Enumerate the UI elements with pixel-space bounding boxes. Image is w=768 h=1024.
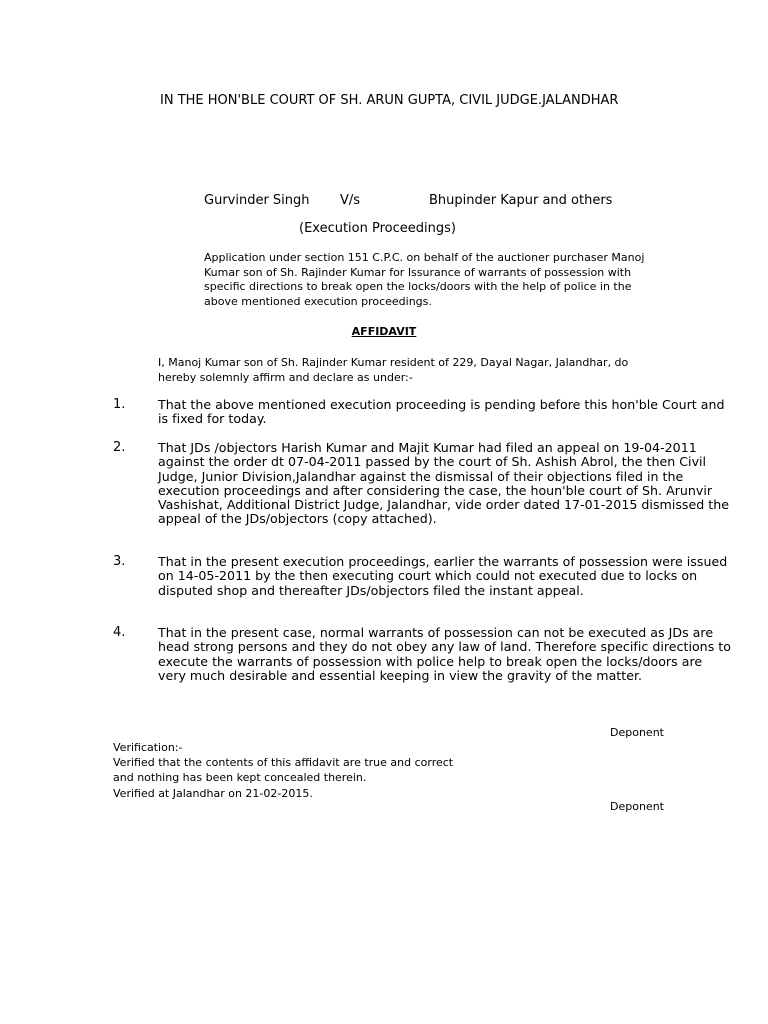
deponent-label: Deponent [610, 726, 664, 739]
paragraph-number: 3. [113, 554, 126, 569]
paragraph-number: 2. [113, 440, 126, 455]
versus-label: V/s [340, 193, 361, 208]
paragraph-text: That in the present execution proceedings, earlier the warrants of possession were issued on 14-05-2011 by the then executing court which could not executed due to locks on disputed shop and thereafter JDs/objectors filed the instant appeal. [158, 554, 728, 598]
paragraph-text: That the above mentioned execution proceeding is pending before this hon'ble Court and is fixed for today. [158, 397, 725, 427]
affidavit-intro: I, Manoj Kumar son of Sh. Rajinder Kumar resident of 229, Dayal Nagar, Jalandhar, do hereby solemnly affirm and declare as under:- [158, 356, 629, 384]
respondent-name: Bhupinder Kapur and others [429, 193, 613, 208]
verification-heading: Verification:- [113, 741, 183, 754]
paragraph-number: 4. [113, 625, 126, 640]
verification-line: and nothing has been kept concealed therein. [113, 771, 367, 785]
proceedings-type: (Execution Proceedings) [299, 221, 456, 236]
petitioner-name: Gurvinder Singh [204, 193, 310, 208]
paragraph-number: 1. [113, 397, 126, 412]
paragraph-text: That in the present case, normal warrants of possession can not be executed as JDs are head strong persons and they do not obey any law of land. Therefore specific directions to execute the warrants of possession with police help to break open the locks/doors are very much desirable and essential keeping in view the gravity of the matter. [158, 625, 731, 683]
deponent-signature-label: Deponent [610, 800, 664, 813]
verification-line: Verified at Jalandhar on 21-02-2015. [113, 786, 313, 800]
paragraph-text: That JDs /objectors Harish Kumar and Majit Kumar had filed an appeal on 19-04-2011 against the order dt 07-04-2011 passed by the court of Sh. Ashish Abrol, the then Civil Judge, Junior Division,Jalandhar against the dismissal of their objections filed in the execution proceedings and after considering the case, the houn'ble court of Sh. Arunvir Vashishat, Additional District Judge, Jalandhar, vide order dated 17-01-2015 dismissed the appeal of the JDs/objectors (copy attached). [158, 440, 730, 527]
affidavit-title: AFFIDAVIT [351, 325, 417, 338]
court-heading: IN THE HON'BLE COURT OF SH. ARUN GUPTA, CIVIL JUDGE.JALANDHAR [160, 93, 619, 108]
verification-block [113, 740, 533, 801]
application-description: Application under section 151 C.P.C. on behalf of the auctioner purchaser Manoj Kumar son of Sh. Rajinder Kumar for Issurance of warrants of possession with specific directions to break open the locks/doors with the help of police in the above mentioned execution proceedings. [204, 251, 645, 308]
verification-line: Verified that the contents of this affidavit are true and correct [113, 756, 454, 770]
